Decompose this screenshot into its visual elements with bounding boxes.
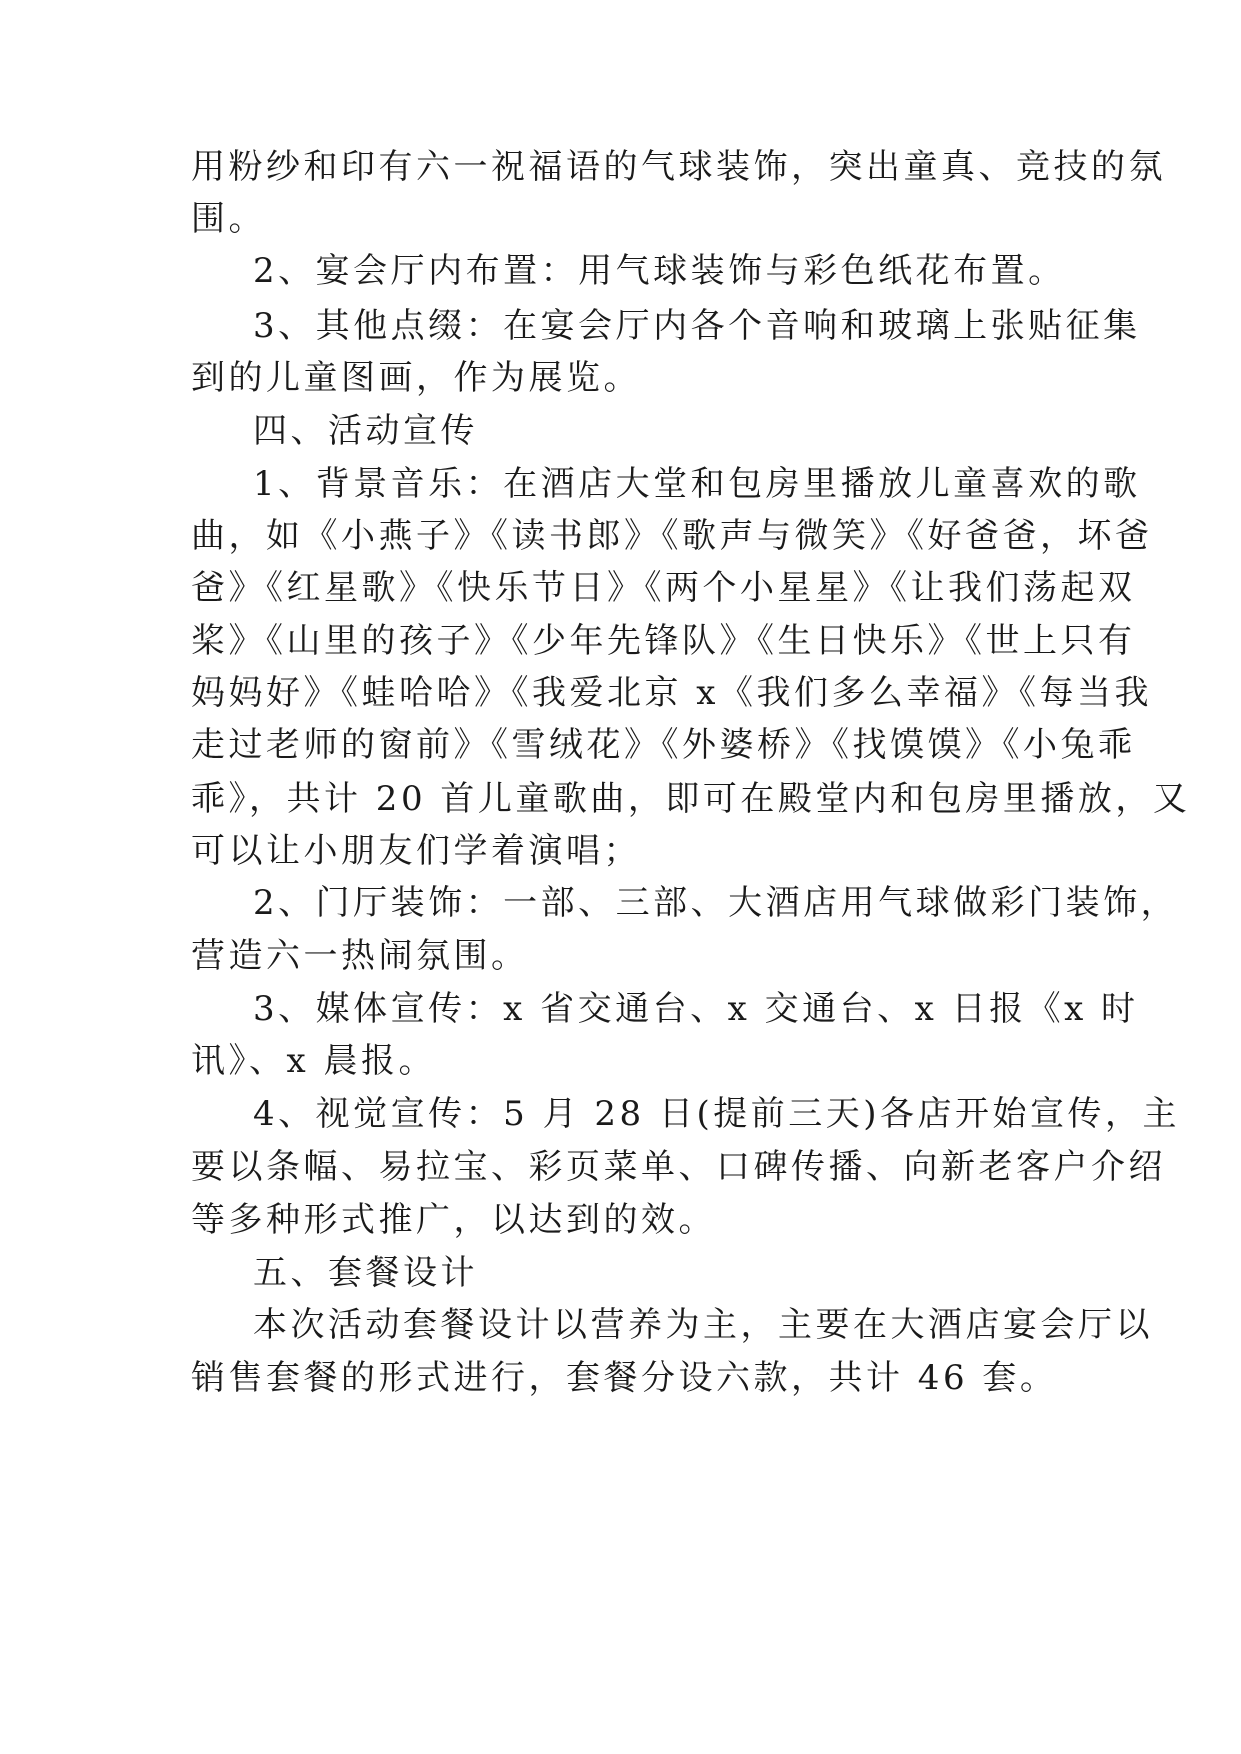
text-line: 可以让小朋友们学着演唱；	[191, 831, 641, 871]
text-line: 用粉纱和印有六一祝福语的气球装饰，突出童真、竞技的氛	[191, 147, 1166, 187]
section-heading: 五、套餐设计	[253, 1253, 478, 1293]
text-line: 2、门厅装饰：一部、三部、大酒店用气球做彩门装饰，	[253, 883, 1179, 923]
text-line: 本次活动套餐设计以营养为主，主要在大酒店宴会厅以	[253, 1305, 1153, 1345]
text-line: 乖》，共计 20 首儿童歌曲，即可在殿堂内和包房里播放，又	[191, 779, 1191, 819]
text-line: 到的儿童图画，作为展览。	[191, 358, 641, 398]
text-line: 3、其他点缀：在宴会厅内各个音响和玻璃上张贴征集	[253, 306, 1141, 346]
text-line: 走过老师的窗前》《雪绒花》《外婆桥》《找馍馍》《小兔乖	[191, 725, 1136, 765]
text-line: 妈妈好》《蛙哈哈》《我爱北京 x《我们多么幸福》《每当我	[191, 673, 1152, 713]
text-line: 4、视觉宣传：5 月 28 日(提前三天)各店开始宣传，主	[253, 1094, 1180, 1134]
section-heading: 四、活动宣传	[253, 411, 478, 451]
text-line: 2、宴会厅内布置：用气球装饰与彩色纸花布置。	[253, 251, 1066, 291]
text-line: 曲，如《小燕子》《读书郎》《歌声与微笑》《好爸爸，坏爸	[191, 516, 1153, 556]
text-line: 围。	[191, 199, 266, 239]
text-line: 要以条幅、易拉宝、彩页菜单、口碑传播、向新老客户介绍	[191, 1147, 1166, 1187]
text-line: 3、媒体宣传：x 省交通台、x 交通台、x 日报《x 时	[253, 989, 1139, 1029]
text-line: 讯》、x 晨报。	[191, 1041, 436, 1081]
text-line: 1、背景音乐：在酒店大堂和包房里播放儿童喜欢的歌	[253, 464, 1141, 504]
text-line: 爸》《红星歌》《快乐节日》《两个小星星》《让我们荡起双	[191, 568, 1136, 608]
text-line: 销售套餐的形式进行，套餐分设六款，共计 46 套。	[191, 1358, 1058, 1398]
text-line: 等多种形式推广，以达到的效。	[191, 1200, 716, 1240]
text-line: 营造六一热闹氛围。	[191, 936, 529, 976]
text-line: 桨》《山里的孩子》《少年先锋队》《生日快乐》《世上只有	[191, 621, 1136, 661]
